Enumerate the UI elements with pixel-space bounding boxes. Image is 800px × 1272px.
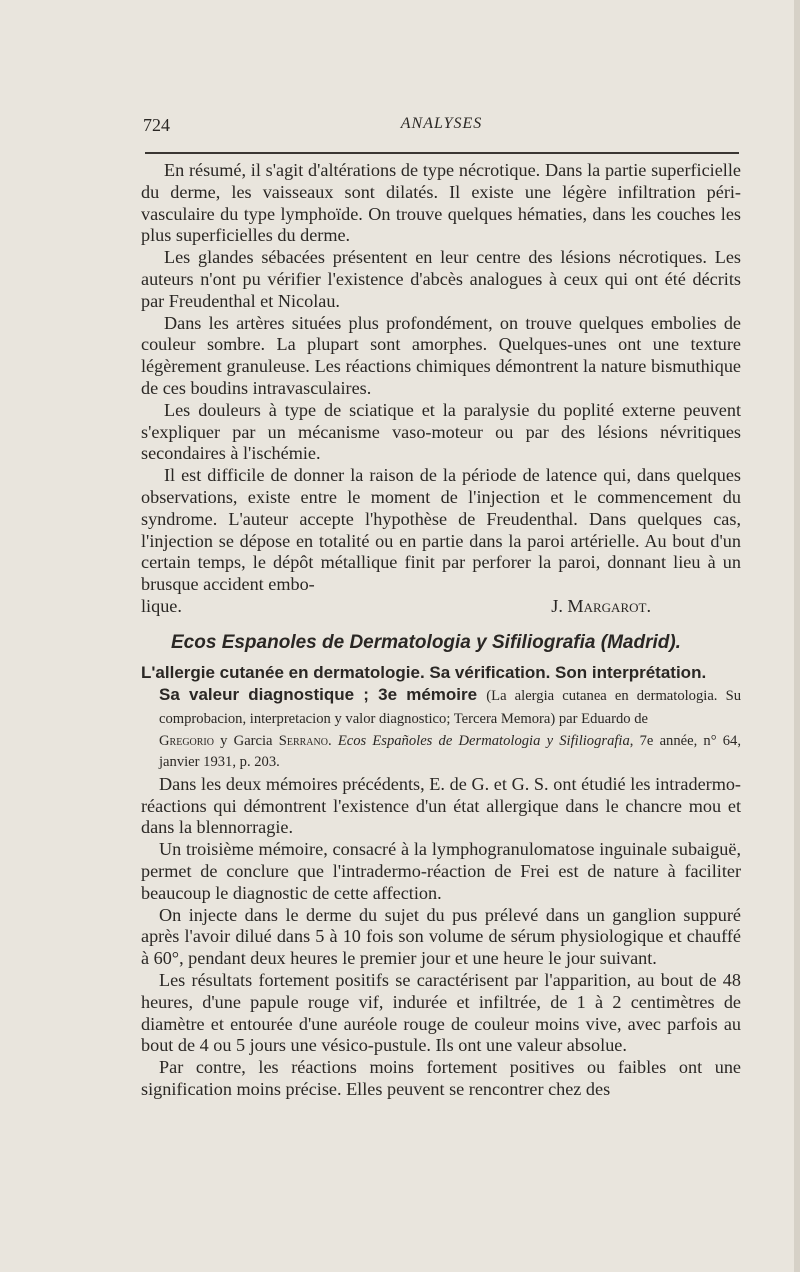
author-signature: J. Margarot. bbox=[551, 595, 651, 616]
header-rule bbox=[145, 152, 739, 154]
running-title: ANALYSES bbox=[400, 115, 483, 132]
closing-word: lique. bbox=[141, 595, 182, 616]
paragraph: Par contre, les réactions moins fortement positives ou faibles ont une signification moins précise. Elles peuvent se rencontrer chez des bbox=[141, 1057, 741, 1099]
paragraph: Les résultats fortement positifs se caractérisent par l'apparition, au bout de 48 heures, d'une papule rouge vif, indurée et infiltrée, de 1 à 2 centimètres de diamètre et entourée d'une auréole rouge de couleur moins vive, avec parfois au bout de 4 ou 5 jours une vésico-pustule. Ils ont une valeur absolue. bbox=[141, 969, 741, 1056]
journal-section-title: Ecos Espanoles de Dermatologia y Sifiliografia (Madrid). bbox=[171, 632, 681, 653]
paragraph: En résumé, il s'agit d'altérations de type nécrotique. Dans la partie superficielle du derme, les vaisseaux sont dilatés. Il existe une légère infiltration péri-vasculaire du type lymphoïde. On trouve quelques hématies, dans les couches les plus superficielles du derme. bbox=[141, 160, 741, 246]
page-header bbox=[143, 115, 740, 145]
page-edge bbox=[794, 0, 800, 1272]
paragraph: Les glandes sébacées présentent en leur centre des lésions nécrotiques. Les auteurs n'ont pu vérifier l'existence d'abcès analogues à ceux qui ont été décrits par Freudenthal et Nicolau. bbox=[141, 247, 741, 311]
citation-text: y Garcia bbox=[213, 732, 279, 749]
paragraph: Dans les deux mémoires précédents, E. de G. et G. S. ont étudié les intradermo-réactions qui démontrent l'existence d'un état allergique dans le chancre mou et dans la blennorragie. bbox=[141, 773, 741, 838]
journal-name: Ecos Españoles de Dermatologia y Sifiliografia bbox=[337, 732, 630, 749]
paragraph: Dans les artères situées plus profondément, on trouve quelques embolies de couleur sombre. La plupart sont amorphes. Quelques-unes ont une texture légèrement granuleuse. Les réactions chimiques démontrent la nature bismuthique de ces boudins intravasculaires. bbox=[141, 312, 741, 398]
paragraph: Un troisième mémoire, consacré à la lymphogranulomatose inguinale subaiguë, permet de conclure que l'intradermo-réaction de Frei est de nature à faciliter beaucoup le diagnostic de cette affection. bbox=[141, 839, 741, 903]
article-body bbox=[141, 160, 741, 618]
entry-title-line: L'allergie cutanée en dermatologie. Sa vérification. Son interprétation. bbox=[141, 663, 707, 682]
paragraph: Il est difficile de donner la raison de la période de latence qui, dans quelques observations, existe entre le moment de l'injection et le commencement du syndrome. L'auteur accepte l'hypothèse de Freudenthal. Dans quelques cas, l'injection se dépose en totalité ou en partie dans la paroi artérielle. Au bout d'un certain temps, le dépôt métallique finit par perforer la paroi, donnant lieu à un brusque accident embo- bbox=[141, 465, 741, 595]
paragraph: Les douleurs à type de sciatique et la paralysie du poplité externe peuvent s'expliquer par un mécanisme vaso-moteur ou par des lésions névritiques secondaires à l'ischémie. bbox=[141, 399, 741, 464]
paragraph: On injecte dans le derme du sujet du pus prélevé dans un ganglion suppuré après l'avoir dilué dans 5 à 10 fois son volume de sérum physiologique et chauffé à 60°, pendant deux heures le premier jour et une heure le jour suivant. bbox=[141, 904, 741, 969]
review-entry bbox=[141, 662, 741, 1101]
entry-title-text: Sa valeur diagnostique ; 3e mémoire bbox=[159, 684, 478, 704]
citation-part: (La alergia cutanea en dermatologia. Su comprobacion, interpretacion y valor diagnostico; Tercera Memora) par Eduardo de bbox=[159, 687, 741, 728]
entry-title bbox=[141, 662, 741, 731]
page-number: 724 bbox=[143, 115, 170, 135]
citation-text: . bbox=[327, 732, 338, 749]
author-name: Gregorio bbox=[159, 732, 214, 749]
closing-line bbox=[141, 596, 741, 618]
citation-text: , 7e année, n° 64, janvier 1931, p. 203. bbox=[159, 732, 741, 771]
author-name: Serrano bbox=[278, 732, 328, 749]
citation bbox=[141, 731, 741, 774]
entry-title-line bbox=[141, 684, 741, 731]
